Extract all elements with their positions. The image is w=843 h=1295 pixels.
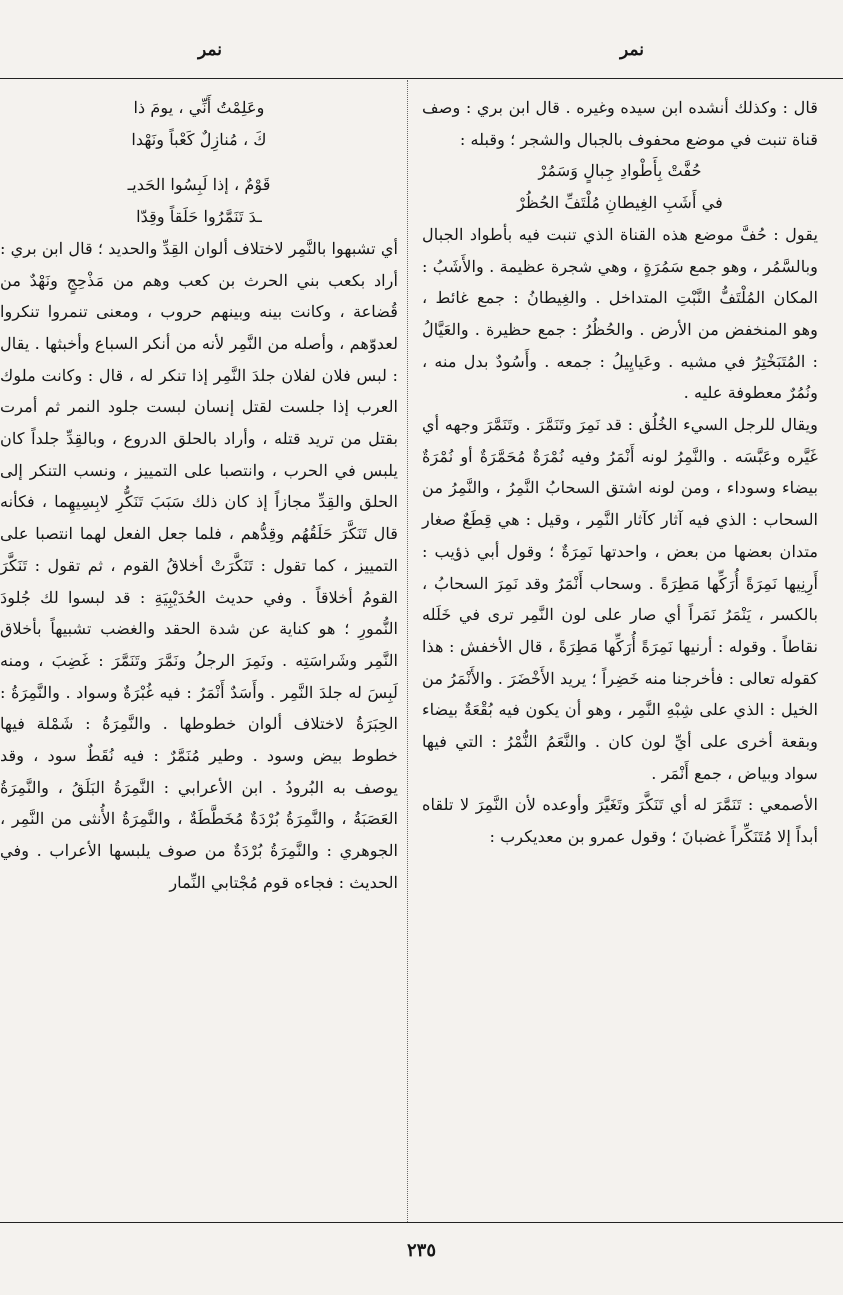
paragraph: الأصمعي : تَنَمَّرَ له أي تَنَكَّرَ وتَغَيَّرَ وأوعده لأن النَّمِرَ لا تلقاه أبداً إلا مُتَنَكِّراً غضبانَ ؛ وقول عمرو بن معديكرب : [422, 795, 818, 847]
verse-gap [0, 155, 398, 169]
header-rule [0, 78, 843, 79]
header-keyword-right: نمر [620, 40, 644, 60]
verse-line: ـدَ تَنَمَّرُوا حَلَقاً وقِدّا [136, 207, 262, 227]
paragraph: ويقال للرجل السيء الخُلُق : قد نَمِرَ وتَنَمَّرَ . وتَنَمَّرَ وجهه أي غَيَّره وعَبَّسَه . والنَّمِرُ لونه أَنْمَرُ وفيه نُمْرَةٌ مُحَمَّرَةٌ أو نُمْرَةٌ بيضاء وسوداء ، ومن لونه اشتق السحابُ النَّمِرُ ، والنَّمِرُ من السحاب : الذي فيه آثار كآثار النَّمِر ، وقيل : هي قِطَعٌ صغار متدان بعضها من بعض ، واحدتها نَمِرَةٌ ؛ وقول أبي ذؤيب : أَرِنِيها نَمِرَةً أُرَكِّها مَطِرَةً . وسحاب أَنْمَرُ وقد نَمِرَ السحابُ ، بالكسر ، يَنْمَرُ نَمَراً أي صار على لون النَّمِر ترى في خَلَله نقاطاً . وقوله : أرنيها نَمِرَةً أُرَكِّها مَطِرَةً ، قال الأخفش : هذا كقوله تعالى : فأخرجنا منه خَضِراً ؛ يريد الأَخْضَرَ . والأَنْمَرُ من الخيل : الذي على شِبْهِ النَّمِر ، وهو أن يكون فيه بُقْعَةٌ بيضاء وبقعة أخرى على أيِّ لون كان . والنَّعَمُ النُّمْرُ : التي فيها سواد وبياض ، جمع أَنْمَر . [422, 415, 818, 783]
page-number: ٢٣٥ [406, 1240, 436, 1261]
paragraph: يقول : حُفَّ موضع هذه القناة الذي تنبت فيه بأطواد الجبال وبالسَّمُر ، وهو جمع سَمُرَةٍ ، وهي شجرة عظيمة . والأَشَبُ : المكان المُلْتَفُّ النَّبْتِ المتداخل . والغِيطانُ : جمع غائط ، وهو المنخفض من الأرض . والحُظُرُ : جمع حظيرة . والعَيَّالُ : المُتَبَخْتِرُ في مشيه . وعَيايِيلُ : جمعه . وأَسُودٌ بدل منه ، ونُمُرٌ معطوفة عليه . [422, 224, 818, 403]
header-keyword-left: نمر [198, 40, 222, 60]
paragraph: قال : وكذلك أنشده ابن سيده وغيره . قال ابن بري : وصف قناة تنبت في موضع محفوف بالجبال والشجر ؛ وقبله : [422, 98, 818, 149]
column-divider [407, 80, 408, 1222]
footer-rule [0, 1222, 843, 1223]
verse-line: وعَلِمْتُ أَنِّي ، يومَ ذا [133, 98, 265, 117]
paragraph: أي تشبهوا بالنَّمِر لاختلاف ألوان القِدِّ والحديد ؛ قال ابن بري : أراد بكعب بني الحرث بن كعب وهم من مَذْحِجٍ ونَهْدٌ من قُضاعة ، وكانت بينه وبينهم حروب ، ومعنى تنمروا تنكروا لعدوّهم ، وأصله من النَّمِر لأنه من أنكر السباع وأخبثها . يقال : لبس فلان لفلان جلدَ النَّمِر إذا تنكر له ، قال : وكانت ملوك العرب إذا جلست لقتل إنسان لبست جلود النمر ثم أمرت بقتل من تريد قتله ، وأراد بالحلق الدروع ، وبالقِدِّ جلداً كان يلبس في الحرب ، وانتصبا على التمييز ، ونسب التنكر إلى الحلق والقِدِّ مجازاً إذ كان ذلك سَبَبَ تَنَكُّرِ لابِسِيهِما ، فكأنه قال تَنَكَّرَ حَلَقُهُم وقِدُّهم ، فلما جعل الفعل لهما انتصبا على التمييز ، كما تقول : تَنَكَّرَتْ أخلاقُ القوم ، ثم تقول : تَنَكَّرَ القومُ أخلاقاً . وفي حديث الحُدَيْبِيَةِ : قد لبسوا لك جُلودَ النُّمورِ ؛ هو كناية عن شدة الحقد والغضب تشبيهاً بأخلاق النَّمِر وشَراسَتِه . ونَمِرَ الرجلُ ونَمَّرَ وتَنَمَّرَ : غَضِبَ ، ومنه لَبِسَ له جلدَ النَّمِر . وأَسَدٌ أَنْمَرُ : فيه غُبْرَةٌ وسواد . والنَّمِرَةُ : الحِبَرَةُ لاختلاف ألوان خطوطها . والنَّمِرَةُ : شَمْلة فيها خطوط بيض وسود . وطير مُنَمَّرٌ : فيه نُقَطٌ سود ، وقد يوصف به البُرودُ . ابن الأعرابي : النَّمِرَةُ البَلَقُ ، والنَّمِرَةُ العَصَبَةُ ، والنَّمِرَةُ بُرْدَةٌ مُخَطَّطَةٌ ، والنَّمِرَةُ الأُنثى من النَّمِر ، الجوهري : والنَّمِرَةُ بُرْدَةٌ من صوف يلبسها الأعراب . وفي الحديث : فجاءه قوم مُجْتابي النِّمار [0, 238, 398, 892]
verse-line: حُفَّتْ بِأَطْوادِ جِبالٍ وَسَمُرْ [538, 161, 702, 181]
left-column [0, 92, 398, 899]
verse-line: قَوْمٌ ، إذا لَبِسُوا الحَديـ [127, 175, 271, 195]
right-column [422, 92, 818, 853]
verse-line: كَ ، مُنازِلٌ كَعْباً ونَهْدا [131, 129, 267, 149]
verse-line: في أَشَبِ الغِيطانِ مُلْتَفِّ الحُظُرْ [517, 193, 723, 213]
